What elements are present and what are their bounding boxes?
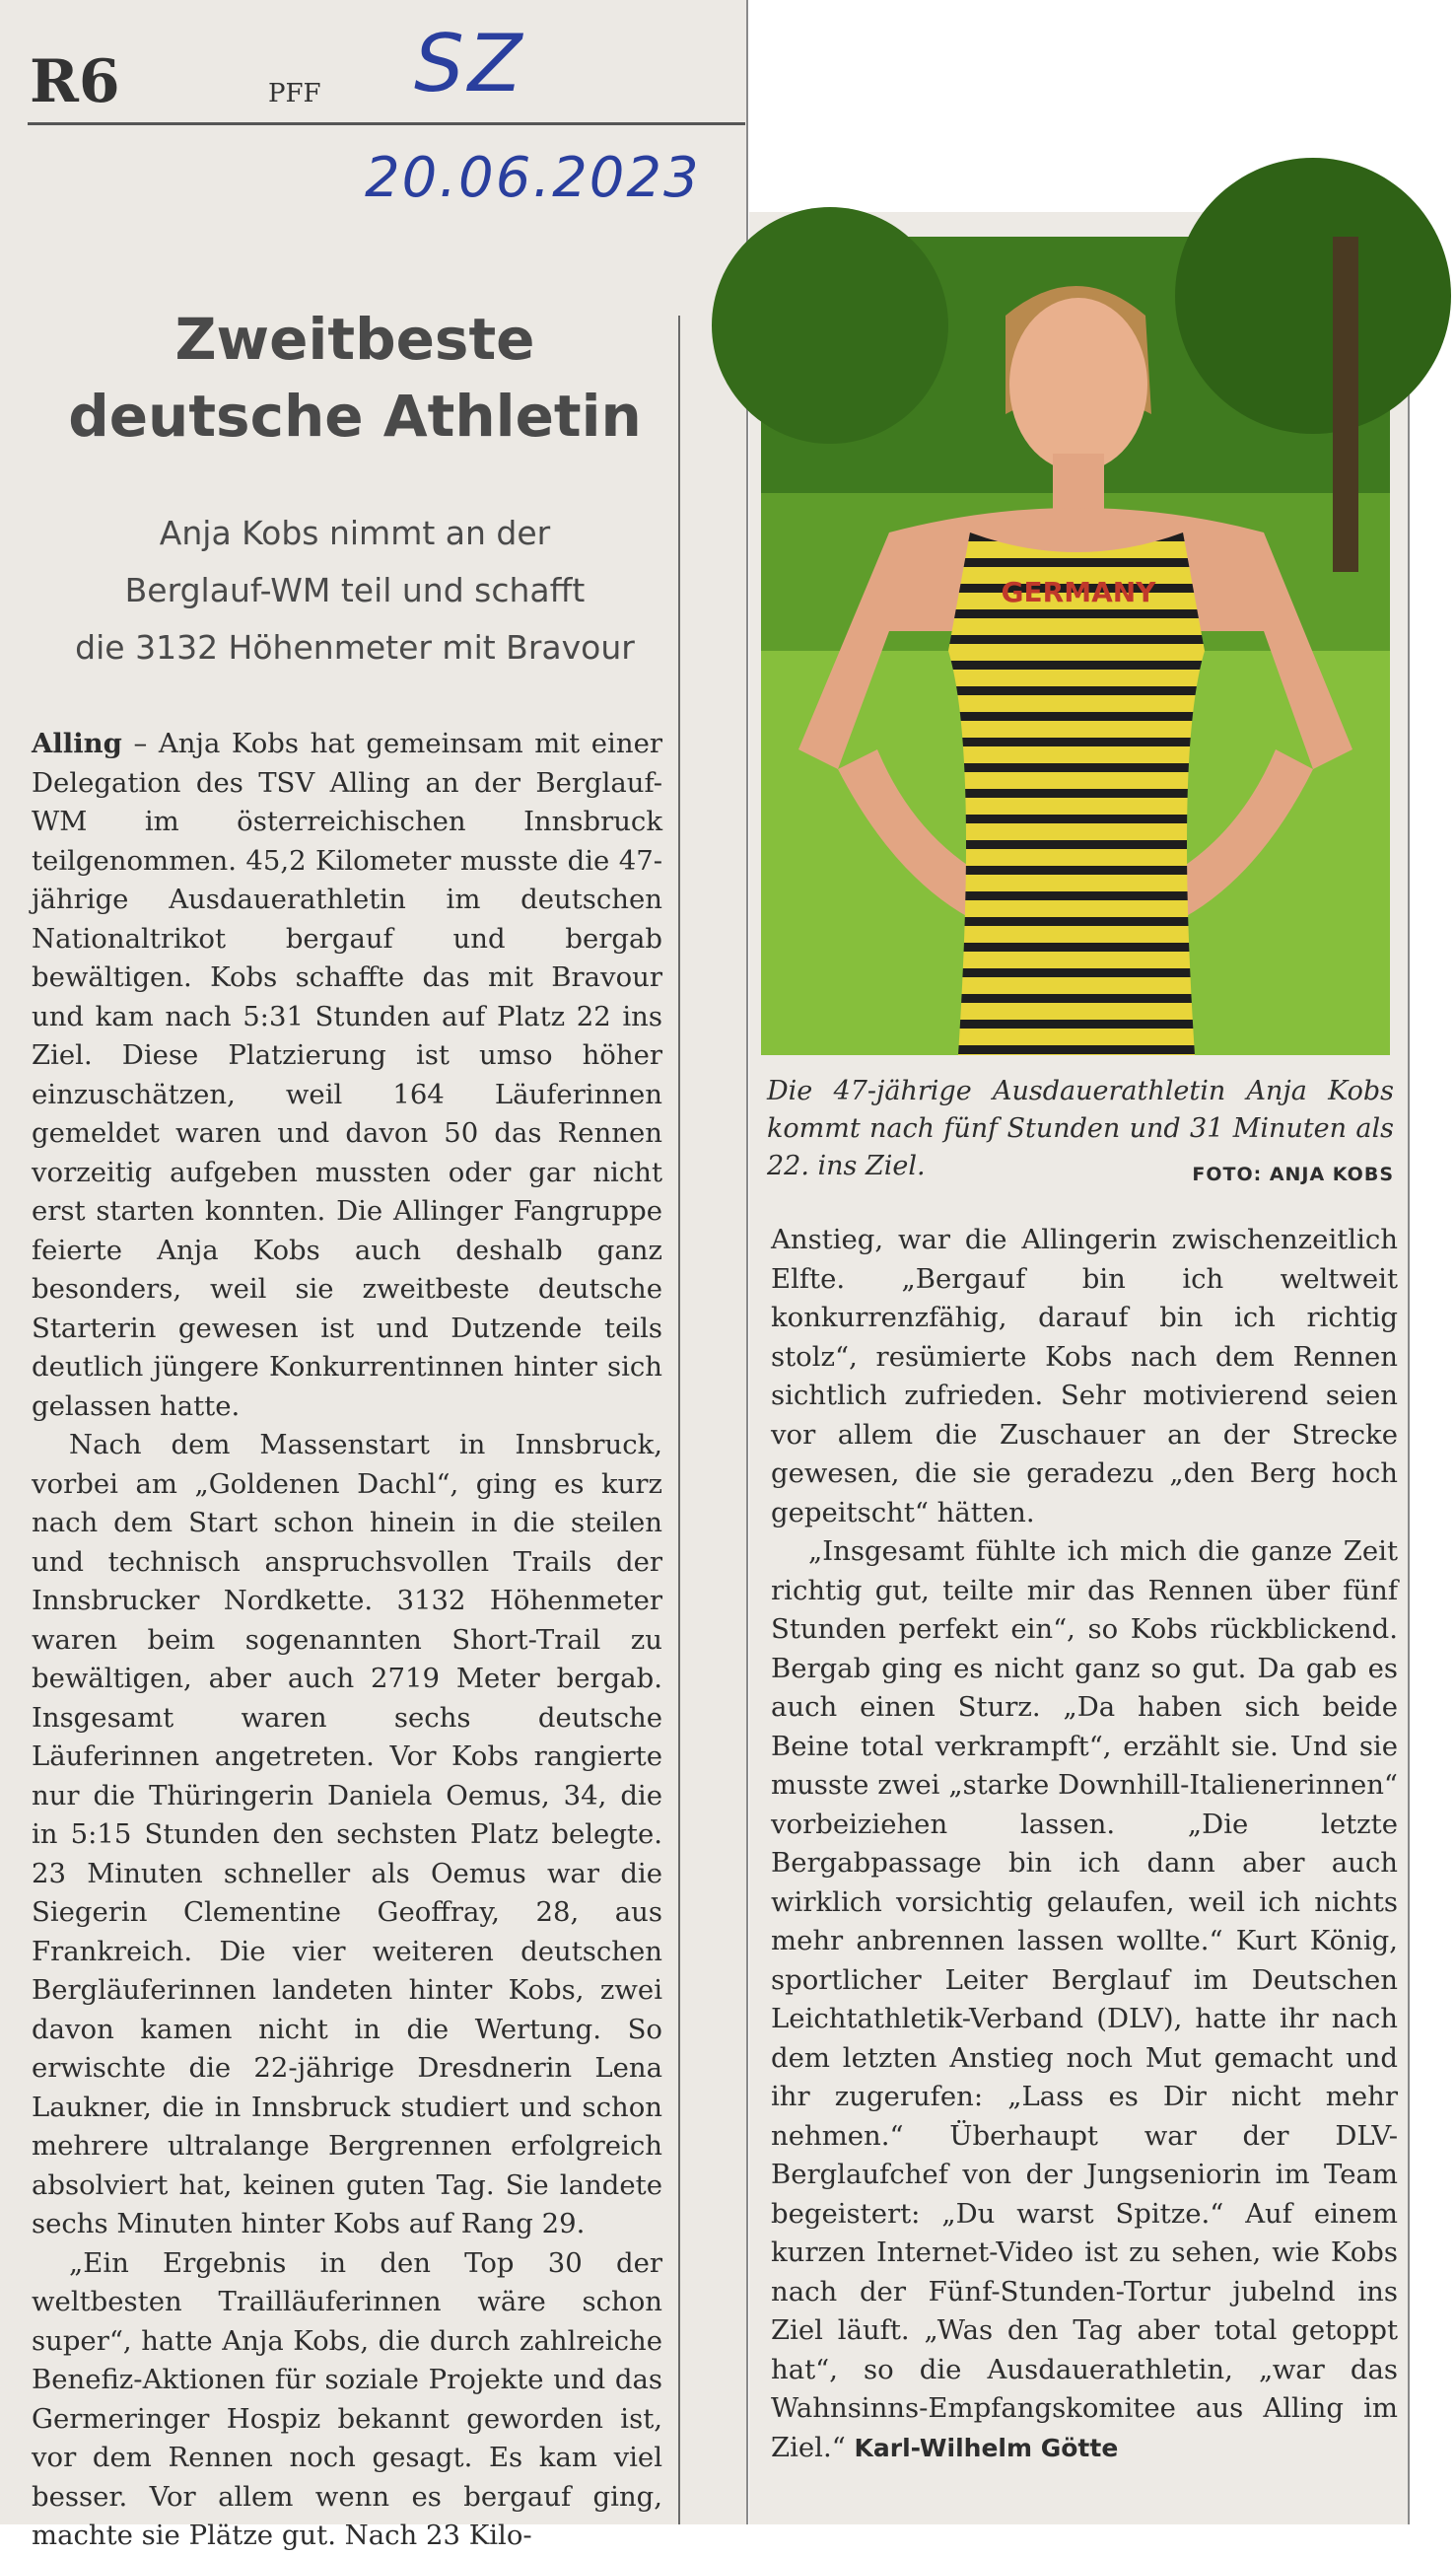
article-column-right bbox=[771, 1221, 1398, 2463]
photo-credit: FOTO: ANJA KOBS bbox=[1192, 1164, 1394, 1185]
subheadline: Anja Kobs nimmt an der Berglauf-WM teil und schafft die 3132 Höhenmeter mit Bravour bbox=[75, 514, 635, 667]
paper-code: PFF bbox=[268, 79, 321, 108]
paragraph: „Insgesamt fühlte ich mich die ganze Zeit richtig gut, teilte mir das Rennen über fünf Stunden perfekt ein“, so Kobs rückblickend. Bergab ging es nicht ganz so gut. Da gab es auch einen Sturz. „Da haben sich beide Beine total verkrampft“, erzählt sie. Und sie musste zwei „starke Downhill-Italienerinnen“ vorbeiziehen lassen. „Die letzte Bergabpassage bin ich dann aber auch wirklich vorsichtig gelaufen, weil ich nichts mehr anbrennen lassen wollte.“ Kurt König, sportlicher Leiter Berglauf im Deutschen Leichtathletik-Verband (DLV), hatte ihr nach dem letzten Anstieg noch Mut gemacht und ihr zugerufen: „Lass es Dir nicht mehr nehmen.“ Überhaupt war der DLV-Berglaufchef von der Jungseniorin im Team begeistert: „Du warst Spitze.“ Auf einem kurzen Internet-Video ist zu sehen, wie Kobs nach der Fünf-Stunden-Tortur jubelnd ins Ziel läuft. „Was den Tag aber total getoppt hat“, so die Ausdauerathletin, „war das Wahnsinns-Empfangskomitee aus Alling im Ziel.“ Karl-Wilhelm Götte bbox=[771, 1535, 1398, 2463]
dateline: Alling bbox=[32, 728, 122, 759]
shirt-text: GERMANY bbox=[1001, 576, 1156, 608]
paragraph: „Ein Ergebnis in den Top 30 der weltbesten Trailläuferinnen wäre schon super“, hatte Anja Kobs, die durch zahlreiche Benefiz-Aktionen für soziale Projekte und das Germeringer Hospiz bekannt geworden ist, vor dem Rennen noch gesagt. Es kam viel besser. Vor allem wenn es bergauf ging, machte sie Plätze gut. Nach 23 Kilo- bbox=[32, 2246, 662, 2551]
paragraph: Anstieg, war die Allingerin zwischenzeitlich Elfte. „Bergauf bin ich weltweit konkurrenzfähig, darauf bin ich richtig stolz“, resümierte Kobs nach dem Rennen sichtlich zufrieden. Sehr motivierend seien vor allem die Zuschauer an der Strecke gewesen, die sie geradezu „den Berg hoch gepeitscht“ hätten. bbox=[771, 1224, 1398, 1528]
handwritten-source: SZ bbox=[414, 18, 526, 109]
caption-text: Die 47-jährige Ausdauerathletin Anja Kobs kommt nach fünf Stunden und 31 Minuten als 22. ins Ziel. bbox=[767, 1076, 1394, 1181]
header-rule bbox=[28, 122, 745, 125]
paragraph: Alling – Anja Kobs hat gemeinsam mit einer Delegation des TSV Alling an der Berglauf-WM im österreichischen Innsbruck teilgenommen. 45,2 Kilometer musste die 47-jährige Ausdauerathletin im deutschen Nationaltrikot bergauf und bergab bewältigen. Kobs schaffte das mit Bravour und kam nach 5:31 Stunden auf Platz 22 ins Ziel. Diese Platzierung ist umso höher einzuschätzen, weil 164 Läuferinnen gemeldet waren und davon 50 das Rennen vorzeitig aufgeben mussten oder gar nicht erst starten konnten. Die Allinger Fangruppe feierte Anja Kobs auch deshalb ganz besonders, weil sie zweitbeste deutsche Starterin gewesen ist und Dutzende teils deutlich jüngere Konkurrentinnen hinter sich gelassen hatte. bbox=[32, 728, 662, 1422]
handwritten-date: 20.06.2023 bbox=[365, 146, 701, 210]
column-divider bbox=[678, 316, 680, 2524]
headline: Zweitbeste deutsche Athletin bbox=[68, 306, 642, 450]
paragraph: Nach dem Massenstart in Innsbruck, vorbei am „Goldenen Dachl“, ging es kurz nach dem Start schon hinein in die steilen und technisch anspruchsvollen Trails der Innsbrucker Nordkette. 3132 Höhenmeter waren beim sogenannten Short-Trail zu bewältigen, aber auch 2719 Meter bergab. Insgesamt waren sechs deutsche Läuferinnen angetreten. Vor Kobs rangierte nur die Thüringerin Daniela Oemus, 34, die in 5:15 Stunden den sechsten Platz belegte. 23 Minuten schneller als Oemus war die Siegerin Clementine Geoffray, 28, aus Frankreich. Die vier weiteren deutschen Bergläuferinnen landeten hinter Kobs, zwei davon kamen nicht in die Wertung. So erwischte die 22-jährige Dresdnerin Lena Laukner, die in Innsbruck studiert und schon mehrere ultralange Bergrennen erfolgreich absolviert hat, keinen guten Tag. Sie landete sechs Minuten hinter Kobs auf Rang 29. bbox=[32, 1429, 662, 2239]
athlete-photo bbox=[761, 237, 1390, 1055]
clipping-edge bbox=[1408, 212, 1410, 2524]
photo-caption bbox=[767, 1073, 1394, 1193]
author-byline: Karl-Wilhelm Götte bbox=[854, 2433, 1119, 2462]
athlete-illustration bbox=[761, 237, 1390, 1055]
page-number: R6 bbox=[30, 47, 120, 116]
article-column-left bbox=[32, 725, 662, 2551]
